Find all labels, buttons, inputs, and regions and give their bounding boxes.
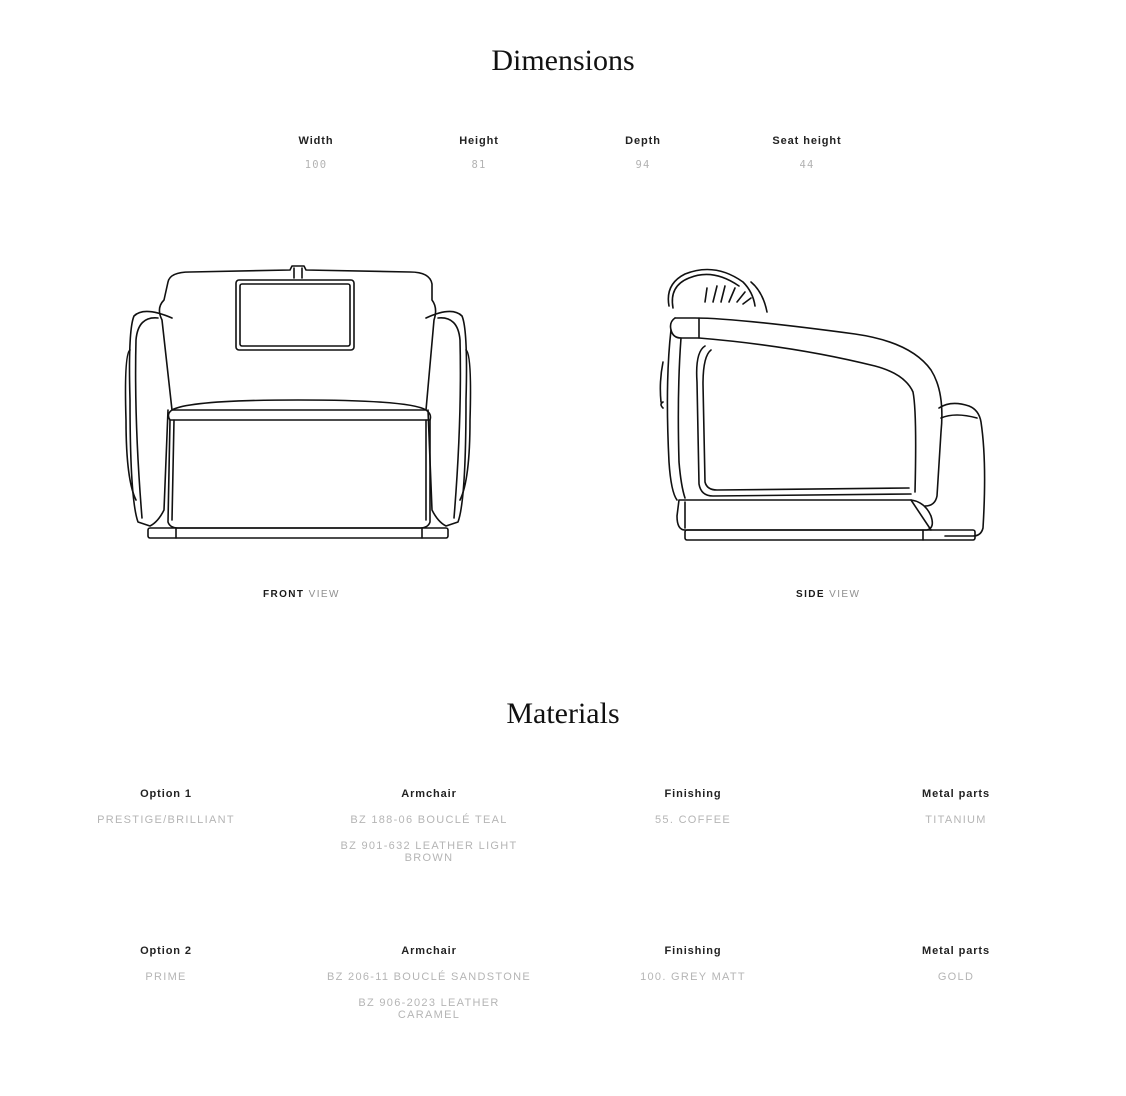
armchair-side-view-drawing [655, 262, 995, 545]
option-2-metal-column [836, 945, 1076, 983]
dimension-label: Width [298, 135, 334, 147]
finishing-label: Finishing [664, 788, 722, 800]
dimension-value: 81 [471, 159, 487, 171]
finishing-value: 55. COFFEE [655, 814, 731, 826]
option-2-armchair-column [309, 945, 549, 1021]
option-1-armchair-column [309, 788, 549, 864]
option-value: PRIME [145, 971, 187, 983]
side-view-caption-rest: VIEW [829, 589, 861, 600]
finishing-label: Finishing [664, 945, 722, 957]
armchair-front-view-drawing [120, 260, 476, 545]
metal-parts-label: Metal parts [922, 788, 990, 800]
option-label: Option 2 [140, 945, 192, 957]
option-2-column [46, 945, 286, 983]
armchair-label: Armchair [401, 945, 457, 957]
dimension-seat-height [737, 135, 877, 171]
finishing-value: 100. GREY MATT [640, 971, 746, 983]
option-1-metal-column [836, 788, 1076, 826]
armchair-material-value: BZ 906-2023 LEATHER CARAMEL [358, 997, 500, 1021]
side-view-caption [796, 589, 860, 600]
dimensions-title: Dimensions [491, 44, 635, 77]
option-label: Option 1 [140, 788, 192, 800]
armchair-material-value: BZ 206-11 BOUCLÉ SANDSTONE [327, 971, 531, 983]
metal-parts-value: TITANIUM [925, 814, 987, 826]
front-view-caption [263, 589, 340, 600]
armchair-label: Armchair [401, 788, 457, 800]
metal-parts-value: GOLD [937, 971, 975, 983]
armchair-material-value: BZ 901-632 LEATHER LIGHT BROWN [340, 840, 518, 864]
option-2-finishing-column [573, 945, 813, 983]
option-1-finishing-column [573, 788, 813, 826]
dimension-label: Seat height [772, 135, 842, 147]
option-value: PRESTIGE/BRILLIANT [97, 814, 235, 826]
option-1-column [46, 788, 286, 826]
dimension-height [409, 135, 549, 171]
dimension-depth [573, 135, 713, 171]
side-view-caption-strong: SIDE [796, 589, 825, 600]
dimension-label: Height [459, 135, 499, 147]
dimension-label: Depth [625, 135, 661, 147]
dimension-value: 94 [635, 159, 651, 171]
dimension-value: 100 [304, 159, 328, 171]
materials-title: Materials [506, 697, 620, 730]
front-view-caption-rest: VIEW [308, 589, 340, 600]
dimension-value: 44 [799, 159, 815, 171]
armchair-material-value: BZ 188-06 BOUCLÉ TEAL [350, 814, 508, 826]
dimension-width [246, 135, 386, 171]
metal-parts-label: Metal parts [922, 945, 990, 957]
front-view-caption-strong: FRONT [263, 589, 305, 600]
